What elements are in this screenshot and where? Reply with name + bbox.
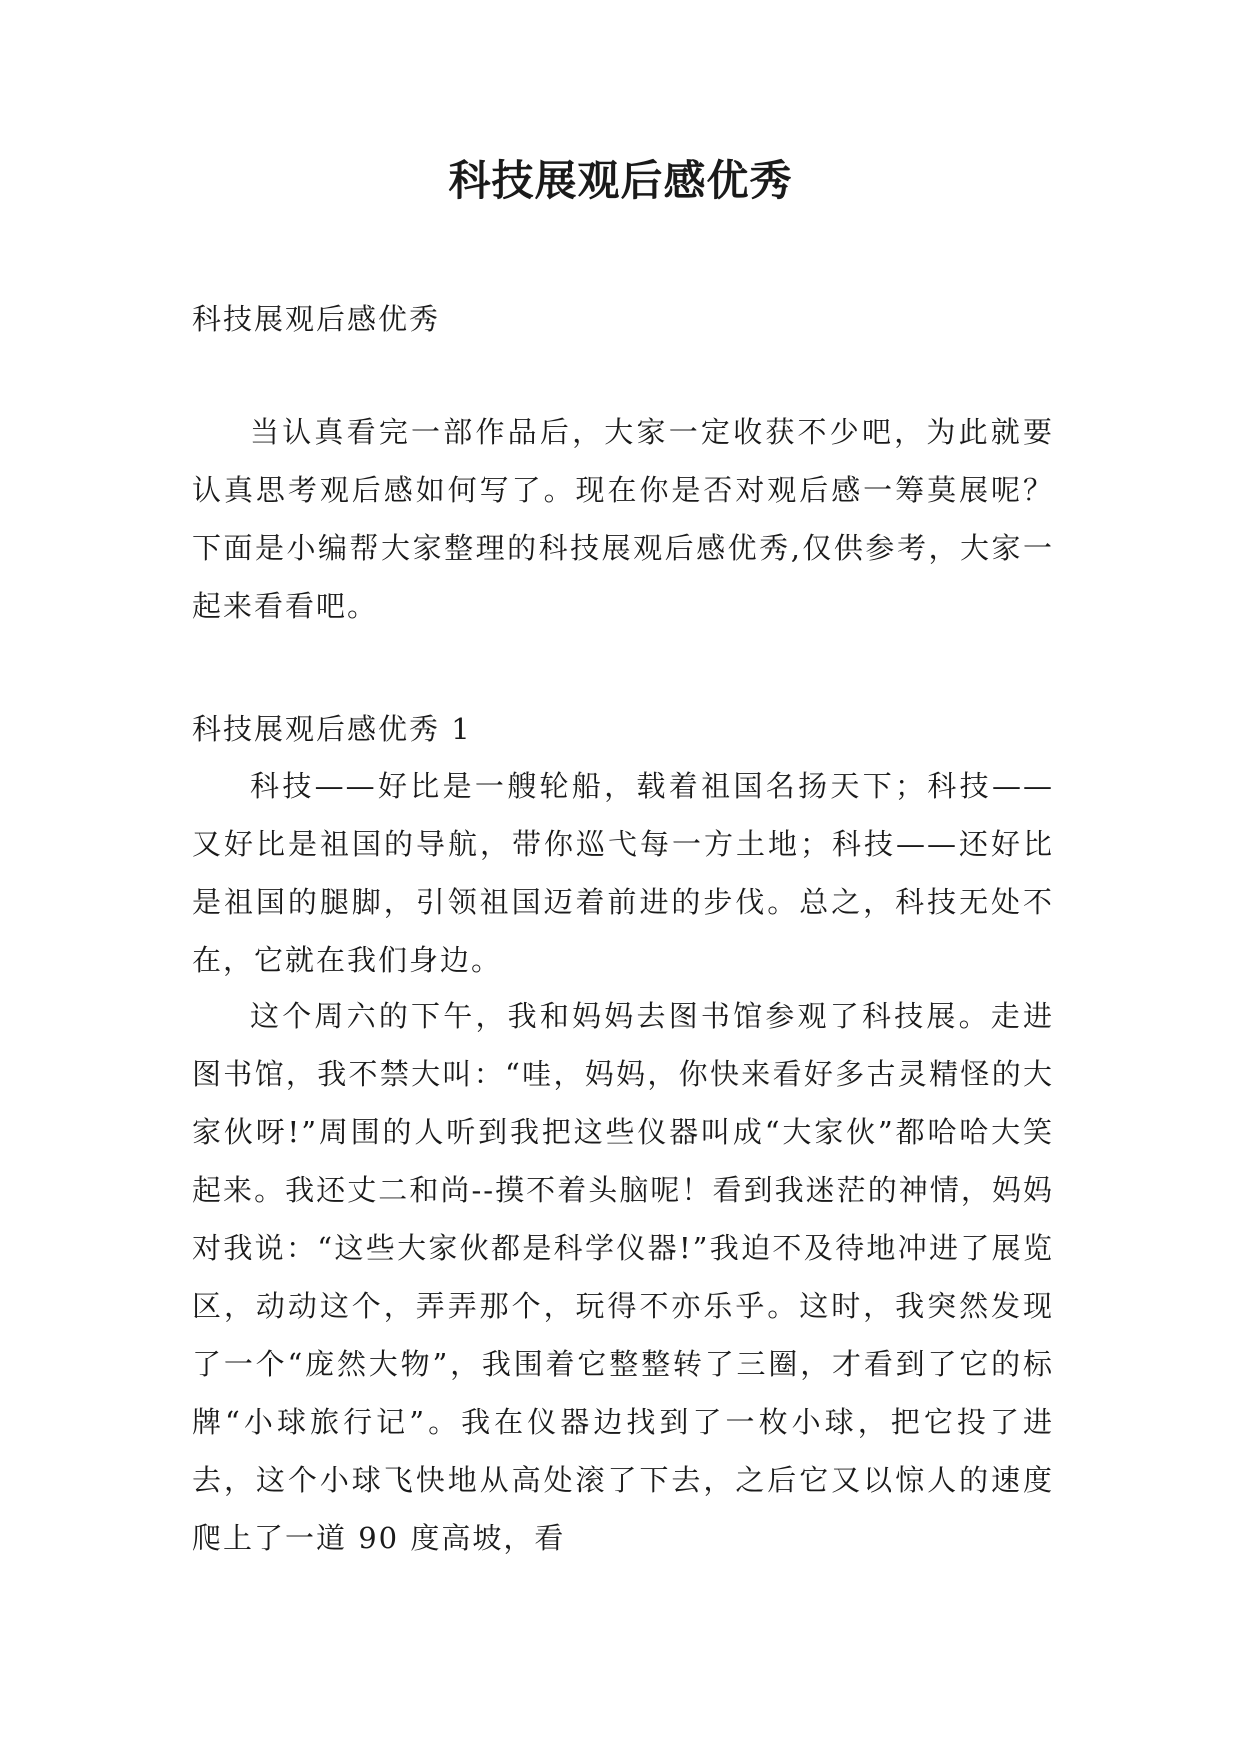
document-subtitle: 科技展观后感优秀 [192, 302, 441, 336]
document-title: 科技展观后感优秀 [448, 156, 793, 205]
intro-paragraph: 当认真看完一部作品后，大家一定收获不少吧，为此就要认真思考观后感如何写了。现在你是否对观后感一筹莫展呢？下面是小编帮大家整理的科技展观后感优秀,仅供参考，大家一起来看看吧。 [192, 415, 1054, 623]
body-paragraph-1: 科技——好比是一艘轮船，载着祖国名扬天下；科技——又好比是祖国的导航，带你巡弋每一方土地；科技——还好比是祖国的腿脚，引领祖国迈着前进的步伐。总之，科技无处不在，它就在我们身边。 [192, 769, 1054, 977]
section-heading: 科技展观后感优秀 1 [192, 712, 472, 746]
body-paragraph-2: 这个周六的下午，我和妈妈去图书馆参观了科技展。走进图书馆，我不禁大叫：“哇，妈妈，你快来看好多古灵精怪的大家伙呀!”周围的人听到我把这些仪器叫成“大家伙”都哈哈大笑起来。我还丈二和尚--摸不着头脑呢！看到我迷茫的神情，妈妈对我说：“这些大家伙都是科学仪器!”我迫不及待地冲进了展览区，动动这个，弄弄那个，玩得不亦乐乎。这时，我突然发现了一个“庞然大物”，我围着它整整转了三圈，才看到了它的标牌“小球旅行记”。我在仪器边找到了一枚小球，把它投了进去，这个小球飞快地从高处滚了下去，之后它又以惊人的速度爬上了一道 90 度高坡，看 [192, 999, 1054, 1555]
